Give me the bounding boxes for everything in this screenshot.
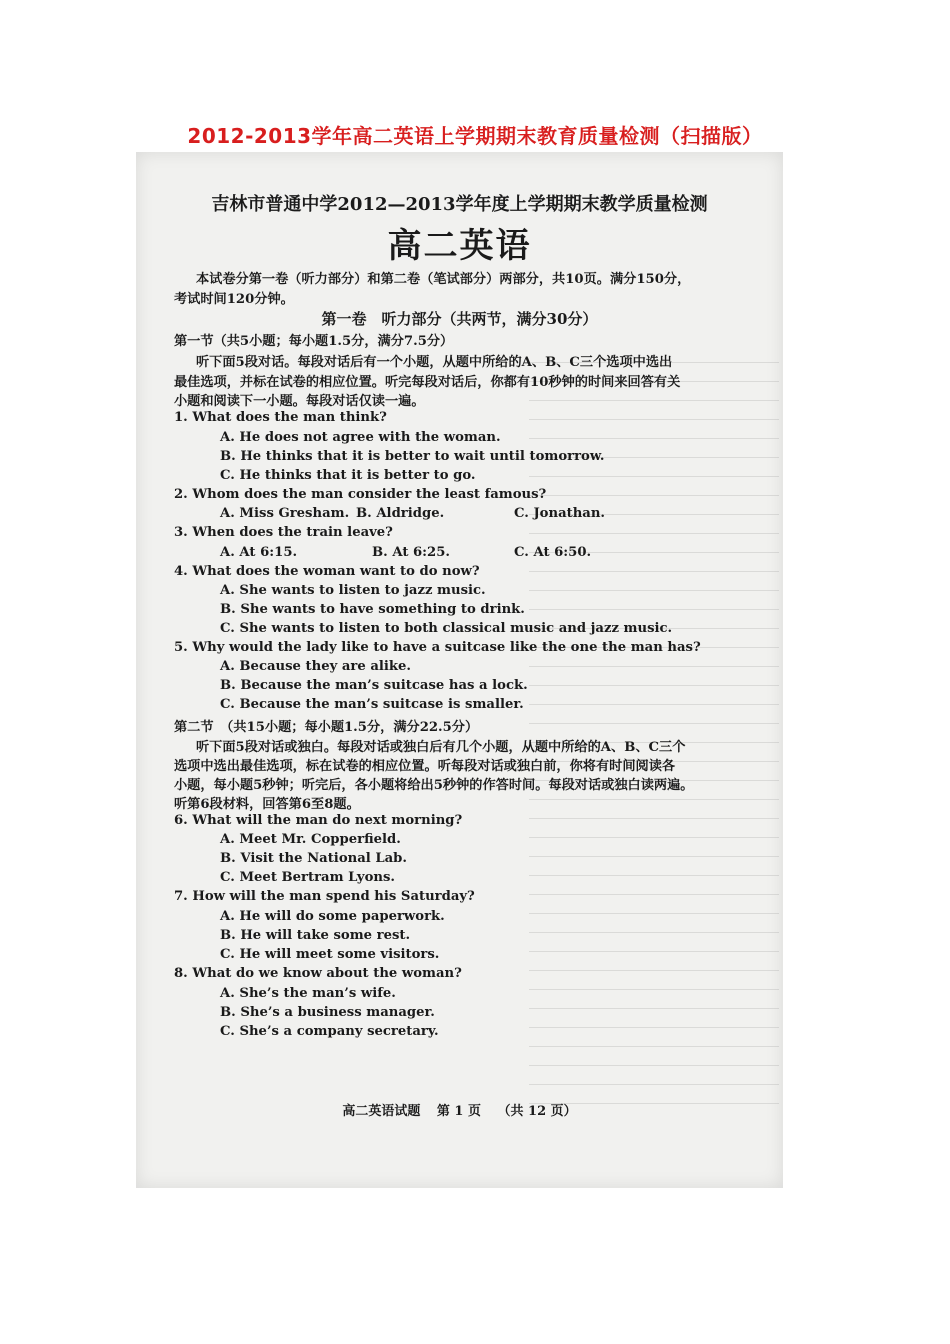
question-5-option-a: A. Because they are alike. (220, 659, 411, 674)
question-1: 1. What does the man think? (174, 410, 387, 425)
section2-instruction-1: 听下面5段对话或独白。每段对话或独白后有几个小题，从题中所给的A、B、C三个 (196, 740, 686, 755)
section2-instruction-3: 小题，每小题5秒钟；听完后，各小题将给出5秒钟的作答时间。每段对话或独白读两遍。 (174, 778, 694, 793)
intro-line-1: 本试卷分第一卷（听力部分）和第二卷（笔试部分）两部分，共10页。满分150分， (196, 272, 691, 287)
section2-instruction-2: 选项中选出最佳选项，标在试卷的相应位置。听每段对话或独白前，你将有时间阅读各 (174, 759, 676, 774)
section2-instruction-4: 听第6段材料，回答第6至8题。 (174, 797, 360, 812)
question-6-option-c: C. Meet Bertram Lyons. (220, 870, 395, 885)
exam-header: 吉林市普通中学2012—2013学年度上学期期末教学质量检测 (211, 194, 708, 215)
question-6-option-b: B. Visit the National Lab. (220, 851, 407, 866)
section1-title: 第一节（共5小题；每小题1.5分，满分7.5分） (174, 334, 454, 349)
question-8: 8. What do we know about the woman? (174, 966, 462, 981)
scanned-exam-page (136, 152, 783, 1188)
footer-page-number: 第 1 页 (436, 1104, 481, 1119)
question-7-option-c: C. He will meet some visitors. (220, 947, 440, 962)
question-7-option-a: A. He will do some paperwork. (220, 909, 445, 924)
question-2-option-a: A. Miss Gresham. (220, 506, 350, 521)
question-3-option-a: A. At 6:15. (220, 545, 298, 560)
question-2-option-b: B. Aldridge. (356, 506, 445, 521)
question-8-option-a: A. She’s the man’s wife. (220, 986, 396, 1001)
question-3-option-c: C. At 6:50. (514, 545, 592, 560)
footer-subject: 高二英语试题 (342, 1104, 421, 1119)
question-2-option-c: C. Jonathan. (514, 506, 606, 521)
question-6-option-a: A. Meet Mr. Copperfield. (220, 832, 401, 847)
section1-instruction-1: 听下面5段对话。每段对话后有一个小题，从题中所给的A、B、C三个选项中选出 (196, 355, 673, 370)
question-2: 2. Whom does the man consider the least famous? (174, 487, 547, 502)
question-5-option-c: C. Because the man’s suitcase is smaller. (220, 697, 524, 712)
question-3-option-b: B. At 6:25. (372, 545, 450, 560)
question-5-option-b: B. Because the man’s suitcase has a lock. (220, 678, 528, 693)
question-8-option-b: B. She’s a business manager. (220, 1005, 435, 1020)
question-6: 6. What will the man do next morning? (174, 813, 463, 828)
exam-subject: 高二英语 (387, 226, 532, 266)
question-1-option-a: A. He does not agree with the woman. (220, 430, 501, 445)
footer-page-total: （共 12 页） (497, 1104, 577, 1119)
question-5: 5. Why would the lady like to have a suitcase like the one the man has? (174, 640, 701, 655)
part1-title: 第一卷 听力部分（共两节，满分30分） (321, 310, 598, 328)
question-7: 7. How will the man spend his Saturday? (174, 889, 475, 904)
section2-title: 第二节 （共15小题；每小题1.5分，满分22.5分） (174, 720, 479, 735)
question-7-option-b: B. He will take some rest. (220, 928, 411, 943)
question-4-option-a: A. She wants to listen to jazz music. (220, 583, 486, 598)
question-3: 3. When does the train leave? (174, 525, 393, 540)
question-1-option-b: B. He thinks that it is better to wait until tomorrow. (220, 449, 605, 464)
document-title: 2012-2013学年高二英语上学期期末教育质量检测（扫描版） (187, 124, 763, 148)
page-footer (136, 1100, 783, 1119)
question-4: 4. What does the woman want to do now? (174, 564, 480, 579)
intro-line-2: 考试时间120分钟。 (174, 292, 294, 307)
question-4-option-b: B. She wants to have something to drink. (220, 602, 525, 617)
question-4-option-c: C. She wants to listen to both classical music and jazz music. (220, 621, 673, 636)
question-1-option-c: C. He thinks that it is better to go. (220, 468, 476, 483)
section1-instruction-2: 最佳选项，并标在试卷的相应位置。听完每段对话后，你都有10秒钟的时间来回答有关 (174, 375, 681, 390)
question-8-option-c: C. She’s a company secretary. (220, 1024, 439, 1039)
section1-instruction-3: 小题和阅读下一小题。每段对话仅读一遍。 (174, 394, 425, 409)
